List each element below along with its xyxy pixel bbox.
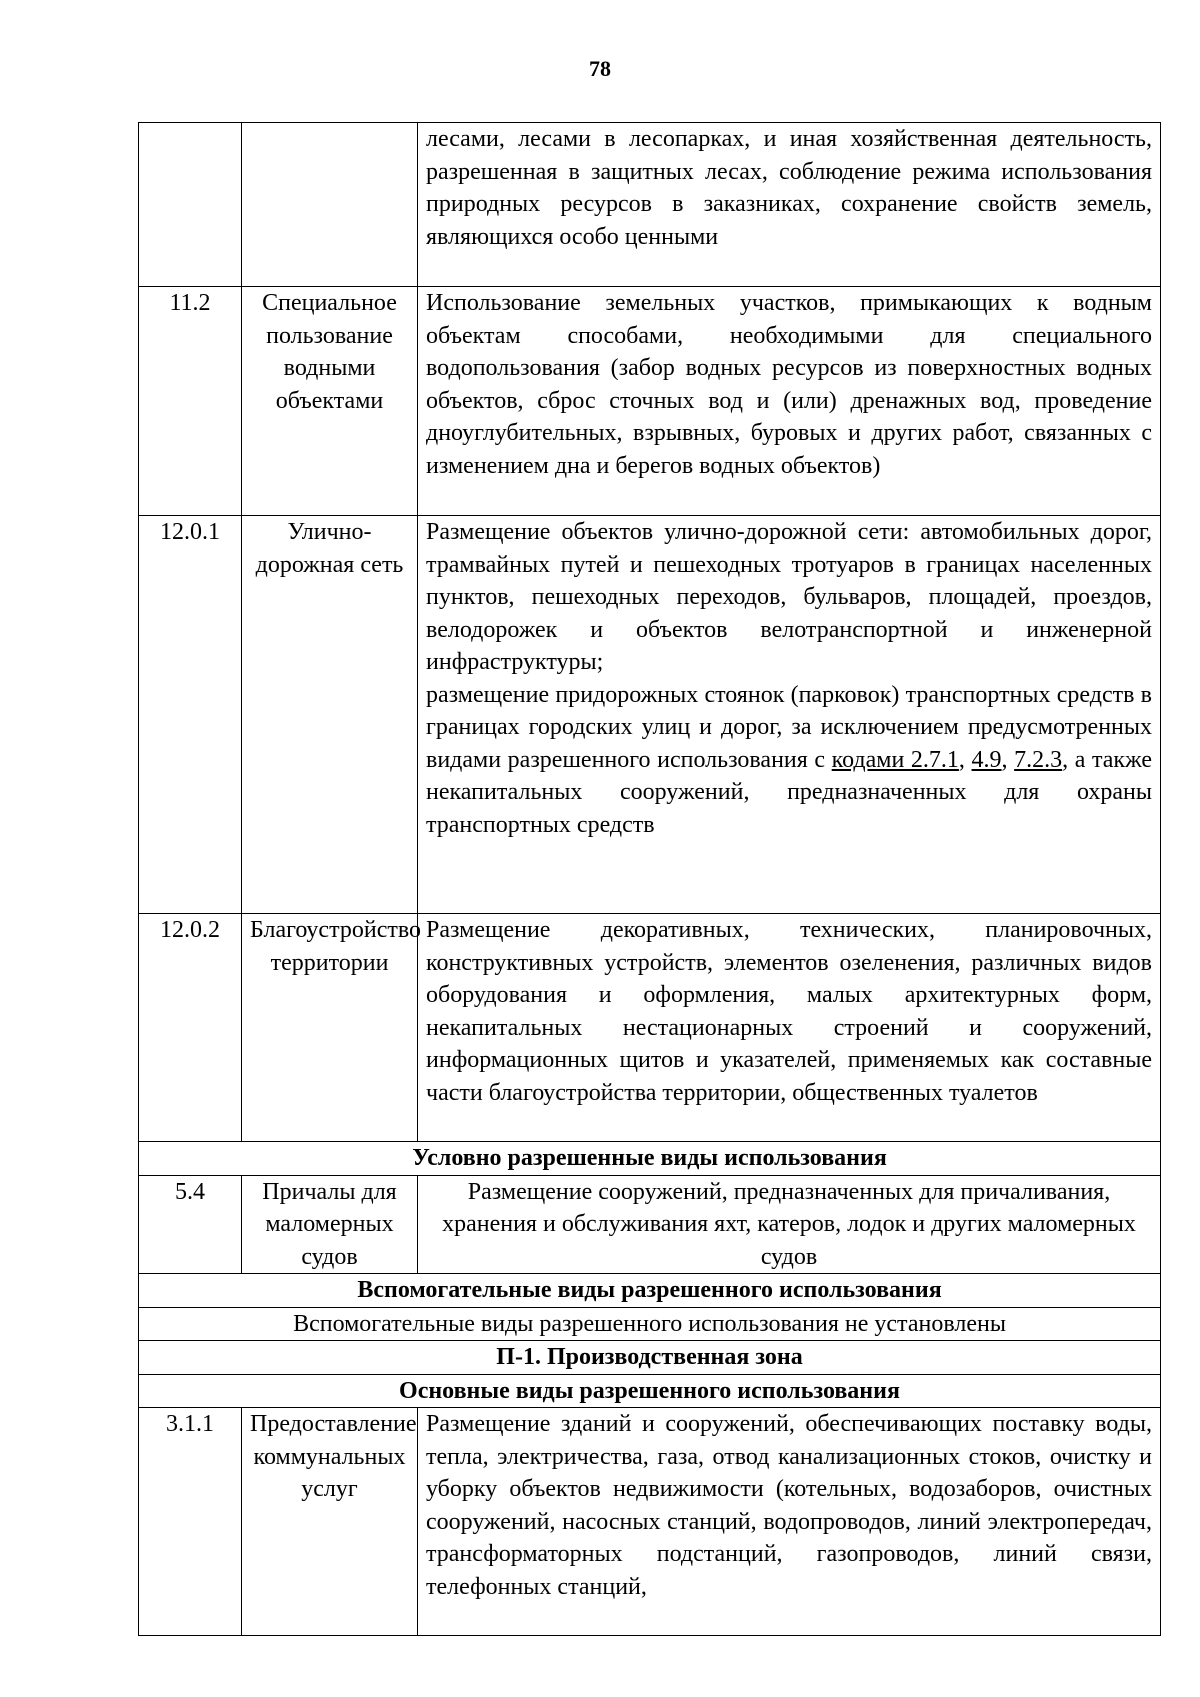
land-use-table (138, 122, 1161, 1636)
description-paragraph (426, 679, 1152, 842)
row-code: 11.2 (139, 287, 242, 516)
section-header-row (139, 1274, 1161, 1308)
row-description: Размещение сооружений, предназначенных для причаливания, хранения и обслуживания яхт, катеров, лодок и других маломерных судов (418, 1175, 1161, 1274)
page-number: 78 (589, 56, 611, 81)
separator-text: , (958, 746, 972, 773)
separator-text: , (1001, 746, 1015, 773)
section-main-title: Основные виды разрешенного использования (139, 1374, 1161, 1408)
row-code (139, 123, 242, 287)
zone-title: П-1. Производственная зона (139, 1341, 1161, 1375)
table-row (139, 516, 1161, 914)
table-row (139, 914, 1161, 1142)
table-row (139, 287, 1161, 516)
section-header-row (139, 1374, 1161, 1408)
auxiliary-note: Вспомогательные виды разрешенного использования не установлены (139, 1307, 1161, 1341)
code-link[interactable]: 7.2.3 (1014, 746, 1063, 773)
row-name: Причалы для маломерных судов (242, 1175, 418, 1274)
row-name: Специальное пользование водными объектами (242, 287, 418, 516)
row-code: 3.1.1 (139, 1408, 242, 1636)
row-name: Благоустройство территории (242, 914, 418, 1142)
row-name: Предоставление коммунальных услуг (242, 1408, 418, 1636)
description-text: размещение придорожных стоянок (парковок) транспортных средств в границах городских улиц и дорог, за исключением предусмотренных видами разрешенного использования с (426, 681, 1152, 773)
section-auxiliary-title: Вспомогательные виды разрешенного использования (139, 1274, 1161, 1308)
section-header-row (139, 1341, 1161, 1375)
description-paragraph: Размещение объектов улично-дорожной сети: автомобильных дорог, трамвайных путей и пешеходных тротуаров в границах населенных пунктов, пешеходных переходов, бульваров, площадей, проездов, велодорожек и объектов велотранспортной и инженерной инфраструктуры; (426, 519, 1152, 675)
row-description (418, 516, 1161, 914)
description-text: , а также некапитальных сооружений, предназначенных для охраны транспортных средств (426, 746, 1153, 838)
row-description: Размещение декоративных, технических, планировочных, конструктивных устройств, элементов озеленения, различных видов оборудования и оформления, малых архитектурных форм, некапитальных нестационарных строений и сооружений, информационных щитов и указателей, применяемых как составные части благоустройства территории, общественных туалетов (418, 914, 1161, 1142)
row-code: 12.0.2 (139, 914, 242, 1142)
table-row (139, 1175, 1161, 1274)
code-link[interactable]: кодами 2.7.1 (831, 746, 959, 773)
note-row (139, 1307, 1161, 1341)
row-description: Размещение зданий и сооружений, обеспечивающих поставку воды, тепла, электричества, газа, отвод канализационных стоков, очистку и уборку объектов недвижимости (котельных, водозаборов, очистных сооружений, насосных станций, водопроводов, линий электропередач, трансформаторных подстанций, газопроводов, линий связи, телефонных станций, (418, 1408, 1161, 1636)
row-name (242, 123, 418, 287)
row-description: Использование земельных участков, примыкающих к водным объектам способами, необходимыми для специального водопользования (забор водных ресурсов из поверхностных водных объектов, сброс сточных вод и (или) дренажных вод, проведение дноуглубительных, взрывных, буровых и других работ, связанных с изменением дна и берегов водных объектов) (418, 287, 1161, 516)
row-code: 5.4 (139, 1175, 242, 1274)
code-link[interactable]: 4.9 (971, 746, 1002, 773)
section-header-row (139, 1142, 1161, 1176)
row-name: Улично-дорожная сеть (242, 516, 418, 914)
table-row (139, 1408, 1161, 1636)
row-code: 12.0.1 (139, 516, 242, 914)
section-conditional-title: Условно разрешенные виды использования (139, 1142, 1161, 1176)
table-row (139, 123, 1161, 287)
row-description: лесами, лесами в лесопарках, и иная хозяйственная деятельность, разрешенная в защитных лесах, соблюдение режима использования природных ресурсов в заказниках, сохранение свойств земель, являющихся особо ценными (418, 123, 1161, 287)
